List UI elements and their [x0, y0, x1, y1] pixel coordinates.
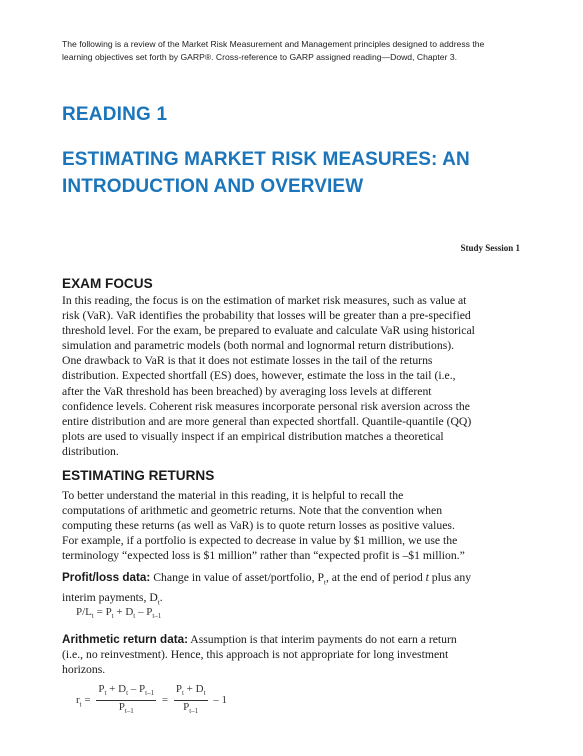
formula-text: P [98, 683, 105, 695]
text-line [62, 570, 520, 590]
arithmetic-paragraph [62, 632, 520, 677]
text-run: . [159, 591, 163, 605]
subscript: t [157, 598, 160, 607]
formula-text: + D [113, 606, 134, 618]
formula-text: – 1 [213, 694, 228, 707]
fraction [174, 683, 208, 718]
text-run: Change in value of asset/portfolio, P [150, 571, 324, 584]
denominator [96, 701, 156, 718]
text-line: computations of arithmetic and geometric returns. Note that the convention when [62, 504, 443, 518]
text-line: computing these returns (as well as VaR) is to quote return losses as positive values. [62, 519, 455, 533]
formula-text: – P [128, 683, 146, 695]
intro-line: The following is a review of the Market Risk Measurement and Management principles designed to address the [62, 39, 485, 49]
subscript: t–1 [124, 707, 134, 716]
title-line: INTRODUCTION AND OVERVIEW [62, 176, 364, 197]
formula-text: + D [183, 683, 204, 695]
formula-text: = P [93, 606, 112, 618]
numerator [174, 683, 208, 701]
formula-text: + D [106, 683, 127, 695]
formula-text: P [175, 683, 182, 695]
text-line: distribution. [62, 444, 119, 458]
profit-loss-formula [76, 606, 161, 620]
italic-var: t [425, 571, 429, 584]
subscript: t [133, 612, 136, 621]
formula-text: = [84, 694, 91, 707]
text-line: (i.e., no reinvestment). Hence, this approach is not appropriate for long investment [62, 648, 449, 662]
text-line: One drawback to VaR is that it does not estimate losses in the tail of the returns [62, 354, 433, 368]
exam-focus-paragraph [62, 293, 520, 459]
profit-loss-paragraph [62, 570, 520, 611]
formula-text: = [161, 694, 169, 707]
estimating-returns-paragraph [62, 488, 520, 563]
text-line: terminology “expected loss is $1 million” rather than “expected profit is –$1 million.” [62, 549, 465, 563]
text-run: , at the end of period [325, 571, 426, 584]
subscript: t–1 [145, 689, 155, 698]
text-run: Assumption is that interim payments do not earn a return [187, 633, 457, 646]
text-run: plus any [428, 571, 472, 584]
subscript: t [111, 612, 114, 621]
text-line: risk (VaR). VaR identifies the probability that losses will be greater than a pre-specified [62, 309, 471, 323]
subscript: t [181, 689, 184, 698]
study-session-label: Study Session 1 [460, 243, 520, 253]
numerator [96, 683, 156, 701]
reading-label: READING 1 [62, 104, 168, 125]
subscript: t [104, 689, 107, 698]
profit-loss-term: Profit/loss data: [62, 571, 151, 584]
formula-text: r [76, 694, 80, 707]
arithmetic-term: Arithmetic return data: [62, 633, 188, 646]
title-line: ESTIMATING MARKET RISK MEASURES: AN [62, 149, 470, 170]
text-line: distribution. Expected shortfall (ES) does, however, estimate the loss in the tail (i.e., [62, 369, 456, 383]
estimating-returns-heading: ESTIMATING RETURNS [62, 468, 215, 483]
text-line: confidence levels. Coherent risk measures incorporate personal risk aversion across the [62, 399, 470, 413]
text-line: after the VaR threshold has been breached) by averaging loss levels at different [62, 384, 432, 398]
text-line: plots are used to visually inspect if an empirical distribution matches a theoretical [62, 429, 444, 443]
formula-text: P [118, 701, 125, 714]
subscript: t–1 [189, 707, 199, 716]
formula-text: – P [135, 606, 153, 618]
subscript: t [203, 689, 206, 698]
subscript: t [79, 700, 82, 709]
text-line: threshold level. For the exam, be prepared to evaluate and calculate VaR using historical [62, 324, 475, 338]
denominator [174, 701, 208, 718]
formula-text: P/L [76, 606, 92, 618]
subscript: t [324, 578, 326, 587]
fraction [96, 683, 156, 718]
text-line [62, 632, 520, 647]
subscript: t [126, 689, 129, 698]
text-line: entire distribution and are more general than expected shortfall. Quantile-quantile (QQ) [62, 414, 472, 428]
arithmetic-return-formula [76, 683, 227, 718]
text-line: For example, if a portfolio is expected to decrease in value by $1 million, we use the [62, 534, 458, 548]
text-line: simulation and parametric models (both normal and lognormal return distributions). [62, 339, 455, 353]
page-title [62, 146, 532, 200]
subscript: t [91, 612, 94, 621]
intro-line: learning objectives set forth by GARP®. Cross-reference to GARP assigned reading—Dowd, Chapter 3. [62, 52, 457, 62]
intro-note [62, 38, 522, 64]
exam-focus-heading: EXAM FOCUS [62, 276, 153, 291]
text-line: In this reading, the focus is on the estimation of market risk measures, such as value at [62, 294, 467, 307]
formula-text: P [183, 701, 190, 714]
text-line: horizons. [62, 663, 106, 677]
text-run: interim payments, D [62, 591, 158, 605]
text-line: To better understand the material in this reading, it is helpful to recall the [62, 489, 404, 502]
subscript: t–1 [152, 612, 162, 621]
